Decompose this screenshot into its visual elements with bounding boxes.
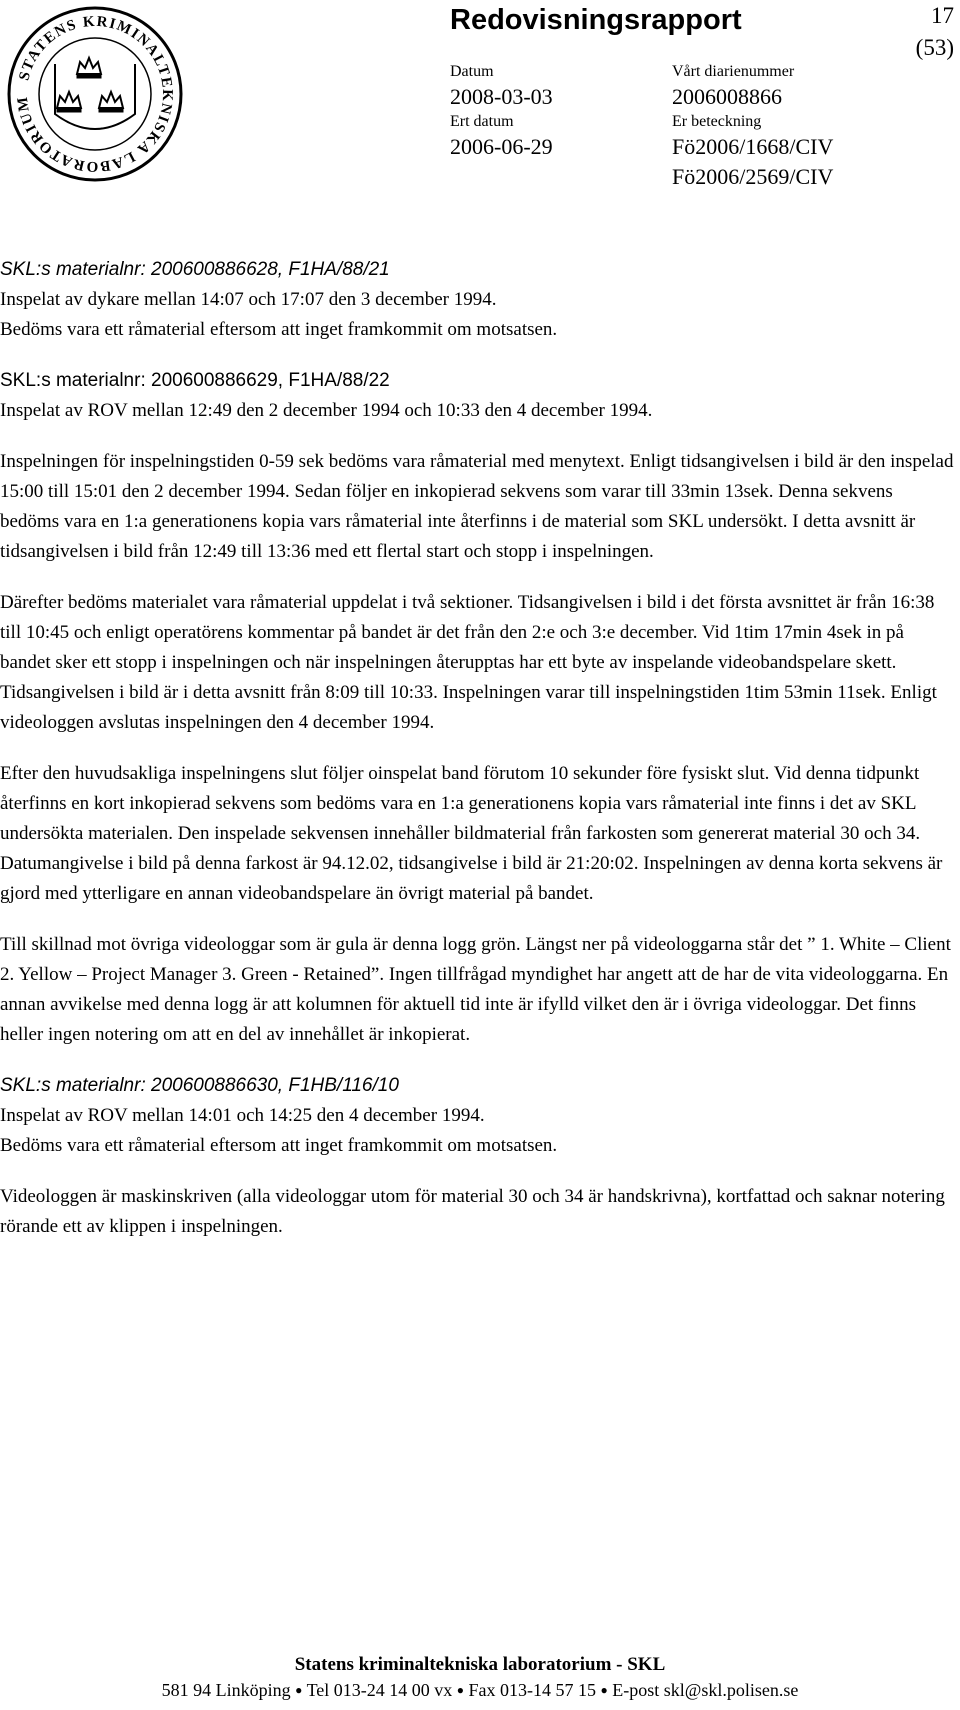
datum-label: Datum	[450, 63, 494, 80]
section-2	[0, 366, 956, 426]
section-text: Bedöms vara ett råmaterial eftersom att inget framkommit om motsatsen.	[0, 1135, 558, 1156]
footer-address: 581 94 Linköping	[161, 1680, 291, 1700]
section-heading: SKL:s materialnr: 200600886629, F1HA/88/22	[0, 370, 390, 391]
report-title: Redovisningsrapport	[450, 4, 742, 36]
footer-tel: Tel 013-24 14 00 vx	[306, 1680, 453, 1700]
section-1	[0, 255, 956, 345]
beteckning-value-1: Fö2006/1668/CIV	[672, 134, 834, 159]
page-number	[916, 0, 954, 64]
paragraph: Efter den huvudsakliga inspelningens slut följer oinspelat band förutom 10 sekunder före fysiskt slut. Vid denna tidpunkt återfinns en kort inkopierad sekvens som bedöms vara en 1:a generationens kopia vars råmaterial inte finns i det av SKL undersökta materialen. Den inspelade sekvensen innehåller bildmaterial från farkosten som genererat material 30 och 34. Datumangivelse i bild på denna farkost är 94.12.02, tidsangivelse i bild är 21:20:02. Inspelningen av denna korta sekvens är gjord med ytterligare en annan videobandspelare än övrigt material på bandet.	[0, 763, 943, 904]
ert-datum-label: Ert datum	[450, 113, 514, 130]
footer-organization: Statens kriminaltekniska laboratorium - SKL	[294, 1654, 666, 1675]
page-number-current: 17	[931, 3, 954, 28]
skl-seal-logo	[5, 4, 185, 184]
paragraph: Till skillnad mot övriga videologgar som är gula är denna logg grön. Längst ner på videologgarna står det ” 1. White – Client 2. Yellow – Project Manager 3. Green - Retained”. Ingen tillfrågad myndighet har angett att de har de vita videologgarna. En annan avvikelse med denna logg är att kolumnen för aktuell tid inte är ifylld vilket den är i övriga videologgar. Det finns heller ingen notering om att en del av innehållet är inkopierat.	[0, 934, 951, 1045]
footer-fax: Fax 013-14 57 15	[468, 1680, 597, 1700]
page-number-total: (53)	[915, 35, 954, 60]
beteckning-value-2: Fö2006/2569/CIV	[672, 164, 834, 189]
report-body	[0, 255, 956, 1263]
section-text: Bedöms vara ett råmaterial eftersom att inget framkommit om motsatsen.	[0, 319, 558, 340]
bullet-icon: ●	[600, 1683, 608, 1697]
beteckning-label: Er beteckning	[672, 113, 762, 130]
section-heading: SKL:s materialnr: 200600886630, F1HB/116/10	[0, 1075, 399, 1096]
bullet-icon: ●	[456, 1683, 465, 1697]
bullet-icon: ●	[295, 1683, 303, 1697]
ert-datum-value: 2006-06-29	[450, 134, 553, 159]
datum-value: 2008-03-03	[450, 84, 553, 109]
footer-contact	[0, 1680, 960, 1701]
section-text: Inspelat av ROV mellan 12:49 den 2 december 1994 och 10:33 den 4 december 1994.	[0, 400, 653, 421]
seal-icon	[5, 4, 185, 184]
section-text: Inspelat av ROV mellan 14:01 och 14:25 den 4 december 1994.	[0, 1105, 485, 1126]
section-heading: SKL:s materialnr: 200600886628, F1HA/88/21	[0, 259, 390, 280]
diarienummer-value: 2006008866	[672, 84, 782, 109]
section-3	[0, 1071, 956, 1161]
paragraph: Inspelningen för inspelningstiden 0-59 sek bedöms vara råmaterial med menytext. Enligt tidsangivelsen i bild är den inspelad 15:00 till 15:01 den 2 december 1994. Sedan följer en inkopierad sekvens som varar till 33min 13sek. Denna sekvens bedöms vara en 1:a generationens kopia vars råmaterial inte återfinns i de material som SKL undersökt. I detta avsnitt är tidsangivelsen i bild från 12:49 till 13:36 med ett flertal start och stopp i inspelningen.	[0, 451, 954, 562]
paragraph: Videologgen är maskinskriven (alla videologgar utom för material 30 och 34 är handskrivna), kortfattad och saknar notering rörande ett av klippen i inspelningen.	[0, 1186, 945, 1237]
svg-text:STATENS KRIMINALTEKNISKA LABOR: STATENS KRIMINALTEKNISKA LABORATORIUM	[14, 13, 176, 175]
section-text: Inspelat av dykare mellan 14:07 och 17:07 den 3 december 1994.	[0, 289, 497, 310]
footer-email[interactable]: E-post skl@skl.polisen.se	[612, 1680, 799, 1700]
paragraph: Därefter bedöms materialet vara råmaterial uppdelat i två sektioner. Tidsangivelsen i bild i det första avsnittet är från 16:38 till 10:45 och enligt operatörens kommentar på bandet är det från den 2:e och 3:e december. Vid 1tim 17min 4sek in på bandet sker ett stopp i inspelningen och när inspelningen återupptas har ett byte av inspelande videobandspelare skett. Tidsangivelsen i bild är i detta avsnitt från 8:09 till 10:33. Inspelningen varar till inspelningstiden 1tim 53min 11sek. Enligt videologgen avslutas inspelningen den 4 december 1994.	[0, 592, 937, 733]
diarienummer-label: Vårt diarienummer	[672, 63, 795, 80]
